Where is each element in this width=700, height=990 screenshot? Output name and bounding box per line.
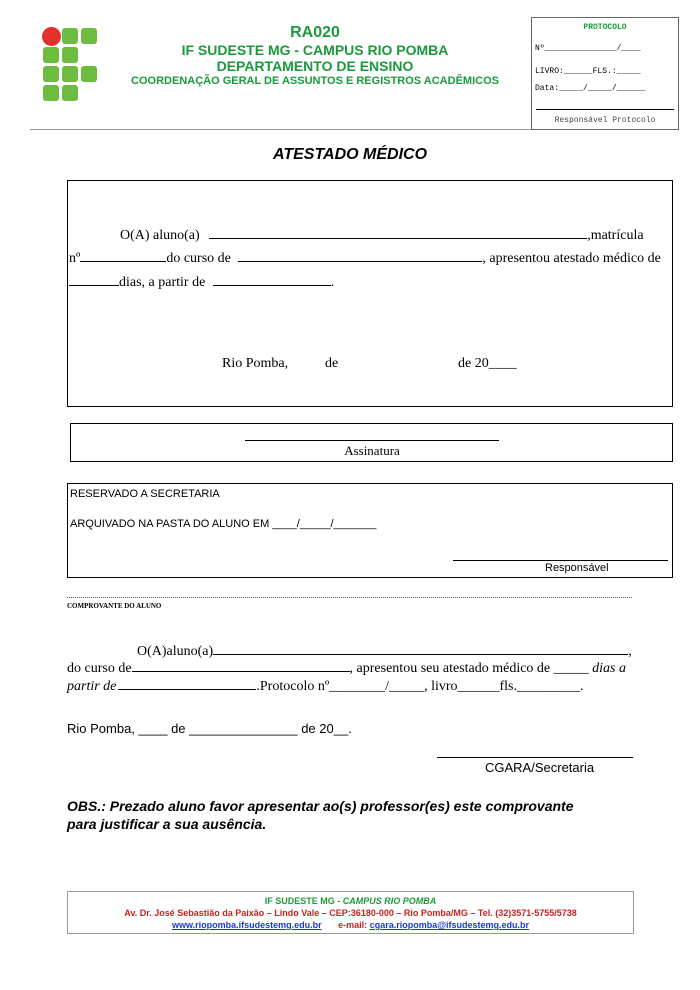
receipt-student-field[interactable] xyxy=(213,642,628,655)
footer-website-link[interactable]: www.riopomba.ifsudestemg.edu.br xyxy=(171,920,322,930)
logo-red-circle xyxy=(42,27,61,46)
receipt-days-field[interactable]: _____ xyxy=(553,661,589,676)
footer-line-1 xyxy=(68,895,633,907)
start-date-field[interactable] xyxy=(213,273,331,286)
registration-number-field[interactable] xyxy=(80,249,166,262)
receipt-signature-line[interactable] xyxy=(437,757,633,758)
cut-line xyxy=(67,597,632,598)
receipt-presented-label: , apresentou seu atestado médico de xyxy=(349,661,551,676)
receipt-days-label: dias a xyxy=(592,661,626,676)
department-name: DEPARTAMENTO DE ENSINO xyxy=(216,58,414,74)
footer-campus: CAMPUS RIO POMBA xyxy=(342,896,437,906)
certificate-presented-label: , apresentou atestado médico de xyxy=(482,251,661,266)
observation-line-2: para justificar a sua ausência. xyxy=(67,816,267,832)
header xyxy=(100,24,530,88)
footer-institution: IF SUDESTE MG - xyxy=(264,896,343,906)
signature-label: Assinatura xyxy=(344,443,400,458)
course-label: do curso de xyxy=(166,251,231,266)
header-divider xyxy=(30,129,531,130)
footer-line-3 xyxy=(68,919,633,931)
certificate-date-year[interactable]: de 20____ xyxy=(458,356,517,371)
days-field[interactable] xyxy=(69,273,119,286)
secretary-archived-field[interactable]: ARQUIVADO NA PASTA DO ALUNO EM ____/_____/_______ xyxy=(70,518,377,530)
certificate-line-1 xyxy=(120,226,644,244)
receipt-label: COMPROVANTE DO ALUNO xyxy=(67,602,162,610)
form-code: RA020 xyxy=(290,24,340,41)
institution-name: IF SUDESTE MG - CAMPUS RIO POMBA xyxy=(181,42,449,58)
receipt-student-label: O(A)aluno(a) xyxy=(137,644,214,659)
signature-line[interactable] xyxy=(245,440,499,441)
receipt-line-3 xyxy=(67,677,584,695)
receipt-start-label: partir de xyxy=(67,679,117,694)
receipt-start-field[interactable] xyxy=(118,677,256,690)
student-label: O(A) aluno(a) xyxy=(120,228,200,243)
certificate-box xyxy=(67,180,673,407)
secretary-signature-line[interactable] xyxy=(453,560,668,561)
protocol-number-field[interactable]: Nº_______________/____ xyxy=(535,44,641,53)
coordination-name: COORDENAÇÃO GERAL DE ASSUNTOS E REGISTROS ACADÊMICOS xyxy=(131,75,499,87)
secretary-responsible-label: Responsável xyxy=(545,562,609,574)
course-field[interactable] xyxy=(238,249,482,262)
receipt-protocol-fields[interactable]: .Protocolo nº________/_____, livro______fls._________. xyxy=(256,679,584,694)
certificate-line-2 xyxy=(69,249,661,267)
place-label: Rio Pomba, xyxy=(222,356,289,371)
receipt-date-line[interactable]: Rio Pomba, ____ de _______________ de 20__. xyxy=(67,721,352,736)
footer-email-label: e-mail: xyxy=(338,920,368,930)
footer-address: Av. Dr. José Sebastião da Paixão – Lindo Vale – CEP:36180-000 – Rio Pomba/MG – Tel. (32)3571-5755/5738 xyxy=(124,908,577,918)
footer-email-link[interactable]: cgara.riopomba@ifsudestemg.edu.br xyxy=(369,920,530,930)
protocol-signature-line xyxy=(536,109,674,110)
receipt-course-field[interactable] xyxy=(132,659,350,672)
footer xyxy=(67,891,634,934)
certificate-date-line xyxy=(222,356,288,372)
receipt-line-2 xyxy=(67,659,626,677)
comma: , xyxy=(628,644,632,659)
protocol-book-field[interactable]: LIVRO:______FLS.:_____ xyxy=(535,67,641,76)
protocol-date-field[interactable]: Data:_____/_____/______ xyxy=(535,84,646,93)
receipt-course-label: do curso de xyxy=(67,661,132,676)
certificate-date-de: de xyxy=(325,356,339,371)
certificate-line-3 xyxy=(69,273,334,291)
registration-label: ,matrícula xyxy=(587,228,644,243)
protocol-title: PROTOCOLO xyxy=(583,23,627,32)
page-title: ATESTADO MÉDICO xyxy=(272,146,428,163)
protocol-responsible: Responsável Protocolo xyxy=(554,116,656,125)
secretary-reserved-label: RESERVADO A SECRETARIA xyxy=(70,488,220,500)
student-name-field[interactable] xyxy=(209,226,587,239)
protocol-box xyxy=(531,17,679,130)
institution-logo xyxy=(42,27,98,101)
period: . xyxy=(330,275,335,290)
receipt-line-1 xyxy=(137,642,632,660)
number-label: nº xyxy=(69,251,81,266)
observation-line-1: OBS.: Prezado aluno favor apresentar ao(s) professor(es) este comprovante xyxy=(67,798,574,814)
days-label: dias, a partir de xyxy=(119,275,206,290)
observation-note xyxy=(67,797,573,833)
receipt-signature-label: CGARA/Secretaria xyxy=(485,760,595,775)
